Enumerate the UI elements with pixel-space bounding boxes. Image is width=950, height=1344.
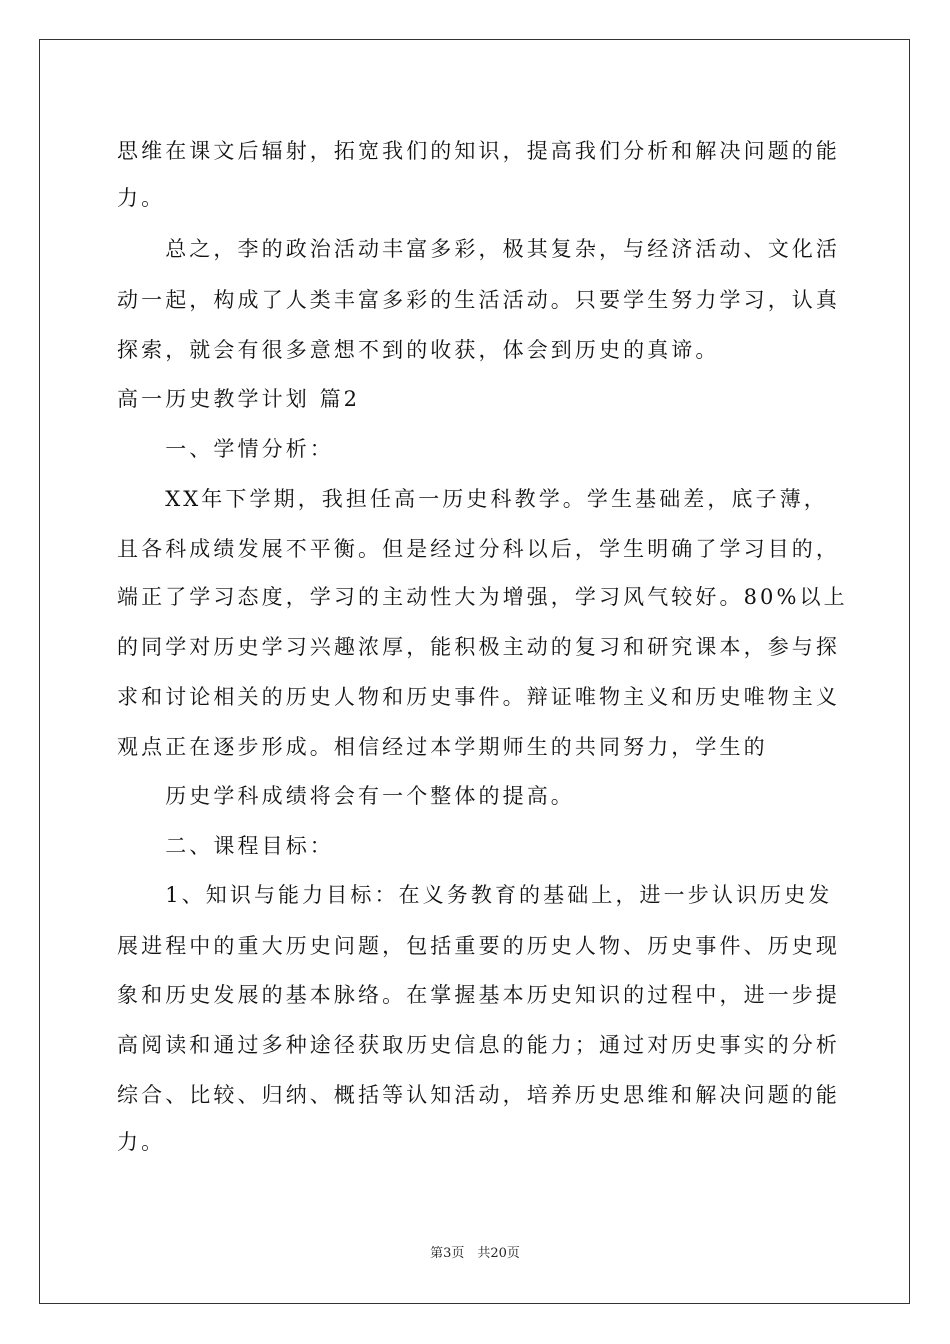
text-line: 求和讨论相关的历史人物和历史事件。辩证唯物主义和历史唯物主义 bbox=[117, 685, 840, 709]
text-line: 端正了学习态度，学习的主动性大为增强，学习风气较好。80%以上 bbox=[117, 585, 848, 609]
text-line: 探索，就会有很多意想不到的收获，体会到历史的真谛。 bbox=[117, 338, 720, 362]
page-border bbox=[39, 39, 910, 1304]
text-line: 动一起，构成了人类丰富多彩的生活活动。只要学生努力学习，认真 bbox=[117, 288, 840, 312]
section-heading: 高一历史教学计划 篇2 bbox=[117, 387, 361, 411]
text-line: 力。 bbox=[117, 186, 166, 210]
text-line: XX年下学期，我担任高一历史科教学。学生基础差，底子薄， bbox=[117, 487, 828, 511]
page-number: 第3页 共20页 bbox=[430, 1246, 520, 1261]
text-line: 高阅读和通过多种途径获取历史信息的能力；通过对历史事实的分析 bbox=[117, 1033, 840, 1057]
text-line: 展进程中的重大历史问题，包括重要的历史人物、历史事件、历史现 bbox=[117, 934, 840, 958]
text-line: 的同学对历史学习兴趣浓厚，能积极主动的复习和研究课本，参与探 bbox=[117, 635, 840, 659]
text-line: 1、知识与能力目标：在义务教育的基础上，进一步认识历史发 bbox=[117, 883, 833, 907]
text-line: 总之，李的政治活动丰富多彩，极其复杂，与经济活动、文化活 bbox=[117, 237, 840, 261]
text-line: 象和历史发展的基本脉络。在掌握基本历史知识的过程中，进一步提 bbox=[117, 983, 840, 1007]
text-line: 观点正在逐步形成。相信经过本学期师生的共同努力，学生的 bbox=[117, 735, 768, 759]
text-line: 历史学科成绩将会有一个整体的提高。 bbox=[117, 784, 575, 808]
text-line: 力。 bbox=[117, 1130, 166, 1154]
text-line: 思维在课文后辐射，拓宽我们的知识，提高我们分析和解决问题的能 bbox=[117, 139, 840, 163]
text-line: 且各科成绩发展不平衡。但是经过分科以后，学生明确了学习目的， bbox=[117, 537, 840, 561]
text-line: 综合、比较、归纳、概括等认知活动，培养历史思维和解决问题的能 bbox=[117, 1083, 840, 1107]
subheading: 二、课程目标： bbox=[117, 834, 334, 858]
subheading: 一、学情分析： bbox=[117, 437, 334, 461]
